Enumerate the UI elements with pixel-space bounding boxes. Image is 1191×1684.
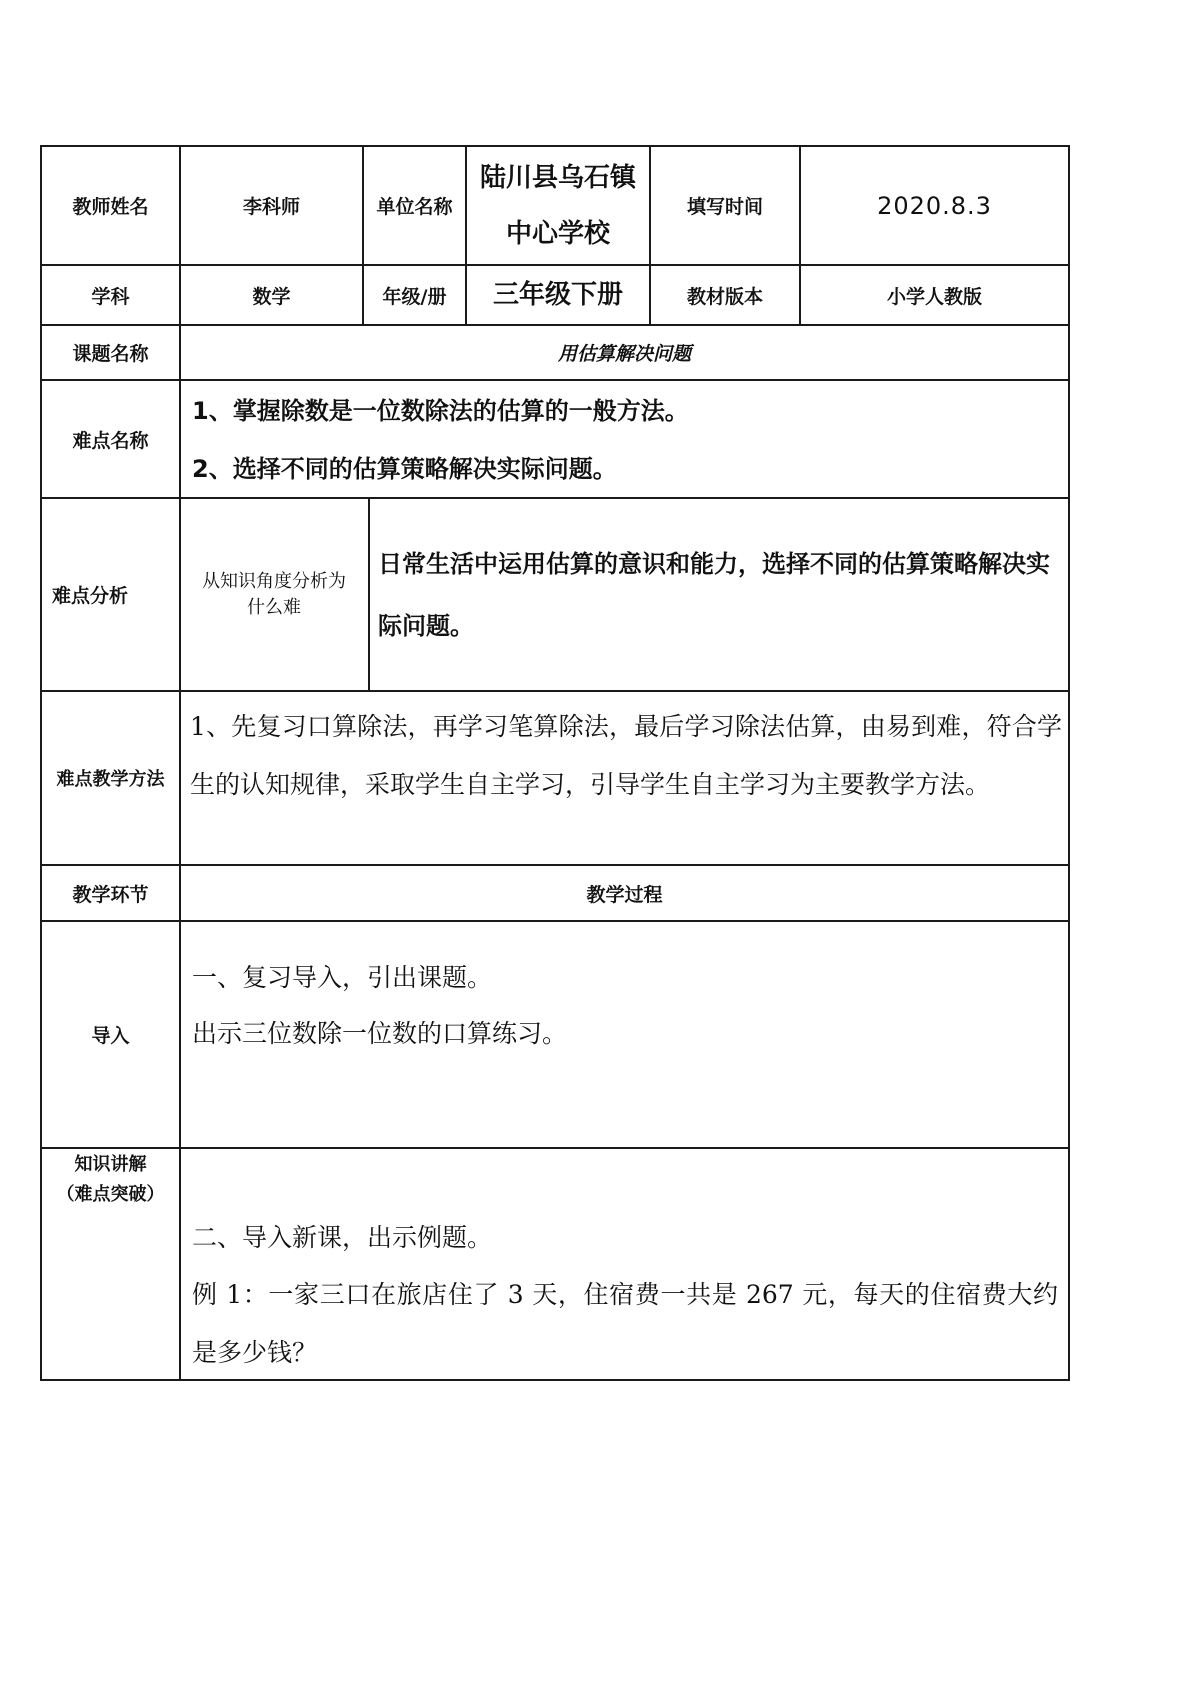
difficulty-label: 难点名称 (72, 429, 149, 452)
edition: 小学人教版 (886, 285, 982, 308)
topic-value: 用估算解决问题 (557, 343, 691, 365)
explain-label-line2: （难点突破） (56, 1184, 165, 1205)
subject-label: 学科 (91, 285, 130, 308)
analysis-label: 难点分析 (52, 585, 129, 607)
fill-time-label: 填写时间 (686, 196, 763, 218)
intro-line: 出示三位数除一位数的口算练习。 (192, 1019, 568, 1048)
teacher-name: 李科师 (242, 196, 300, 218)
explain-line: 例 1：一家三口在旅店住了 3 天，住宿费一共是 267 元，每天的住宿费大约是多少钱？ (192, 1280, 1058, 1367)
teacher-label: 教师姓名 (72, 196, 149, 218)
intro-label: 导入 (91, 1025, 130, 1047)
unit-label: 单位名称 (376, 196, 453, 218)
unit-name (465, 150, 651, 262)
stage-label: 教学环节 (72, 883, 149, 906)
grade: 三年级下册 (492, 279, 623, 310)
explain-line: 二、导入新课，出示例题。 (192, 1223, 493, 1252)
analysis-text: 日常生活中运用估算的意识和能力，选择不同的估算策略解决实际问题。 (378, 550, 1050, 640)
unit-name-line2: 中心学校 (505, 219, 610, 249)
explain-label-line1: 知识讲解 (74, 1154, 147, 1175)
grade-label: 年级/册 (382, 285, 447, 308)
analysis-sub-label: 从知识角度分析为什么难 (202, 570, 346, 618)
topic-label: 课题名称 (72, 343, 149, 365)
difficulty-item: 2、选择不同的估算策略解决实际问题。 (192, 455, 617, 483)
subject: 数学 (252, 285, 291, 308)
intro-content (192, 950, 1052, 1070)
explain-label (40, 1150, 181, 1212)
explain-content (192, 1210, 1058, 1376)
difficulty-list (192, 390, 1052, 490)
edition-label: 教材版本 (686, 285, 763, 308)
method-label: 难点教学方法 (56, 769, 165, 790)
fill-time: 2020.8.3 (877, 191, 992, 220)
intro-line: 一、复习导入，引出课题。 (192, 963, 493, 992)
unit-name-line1: 陆川县乌石镇 (479, 163, 636, 193)
method-text: 1、先复习口算除法，再学习笔算除法，最后学习除法估算，由易到难，符合学生的认知规律，采取学生自主学习，引导学生自主学习为主要教学方法。 (190, 712, 1062, 799)
process-label: 教学过程 (586, 883, 663, 906)
difficulty-item: 1、掌握除数是一位数除法的估算的一般方法。 (192, 397, 689, 425)
